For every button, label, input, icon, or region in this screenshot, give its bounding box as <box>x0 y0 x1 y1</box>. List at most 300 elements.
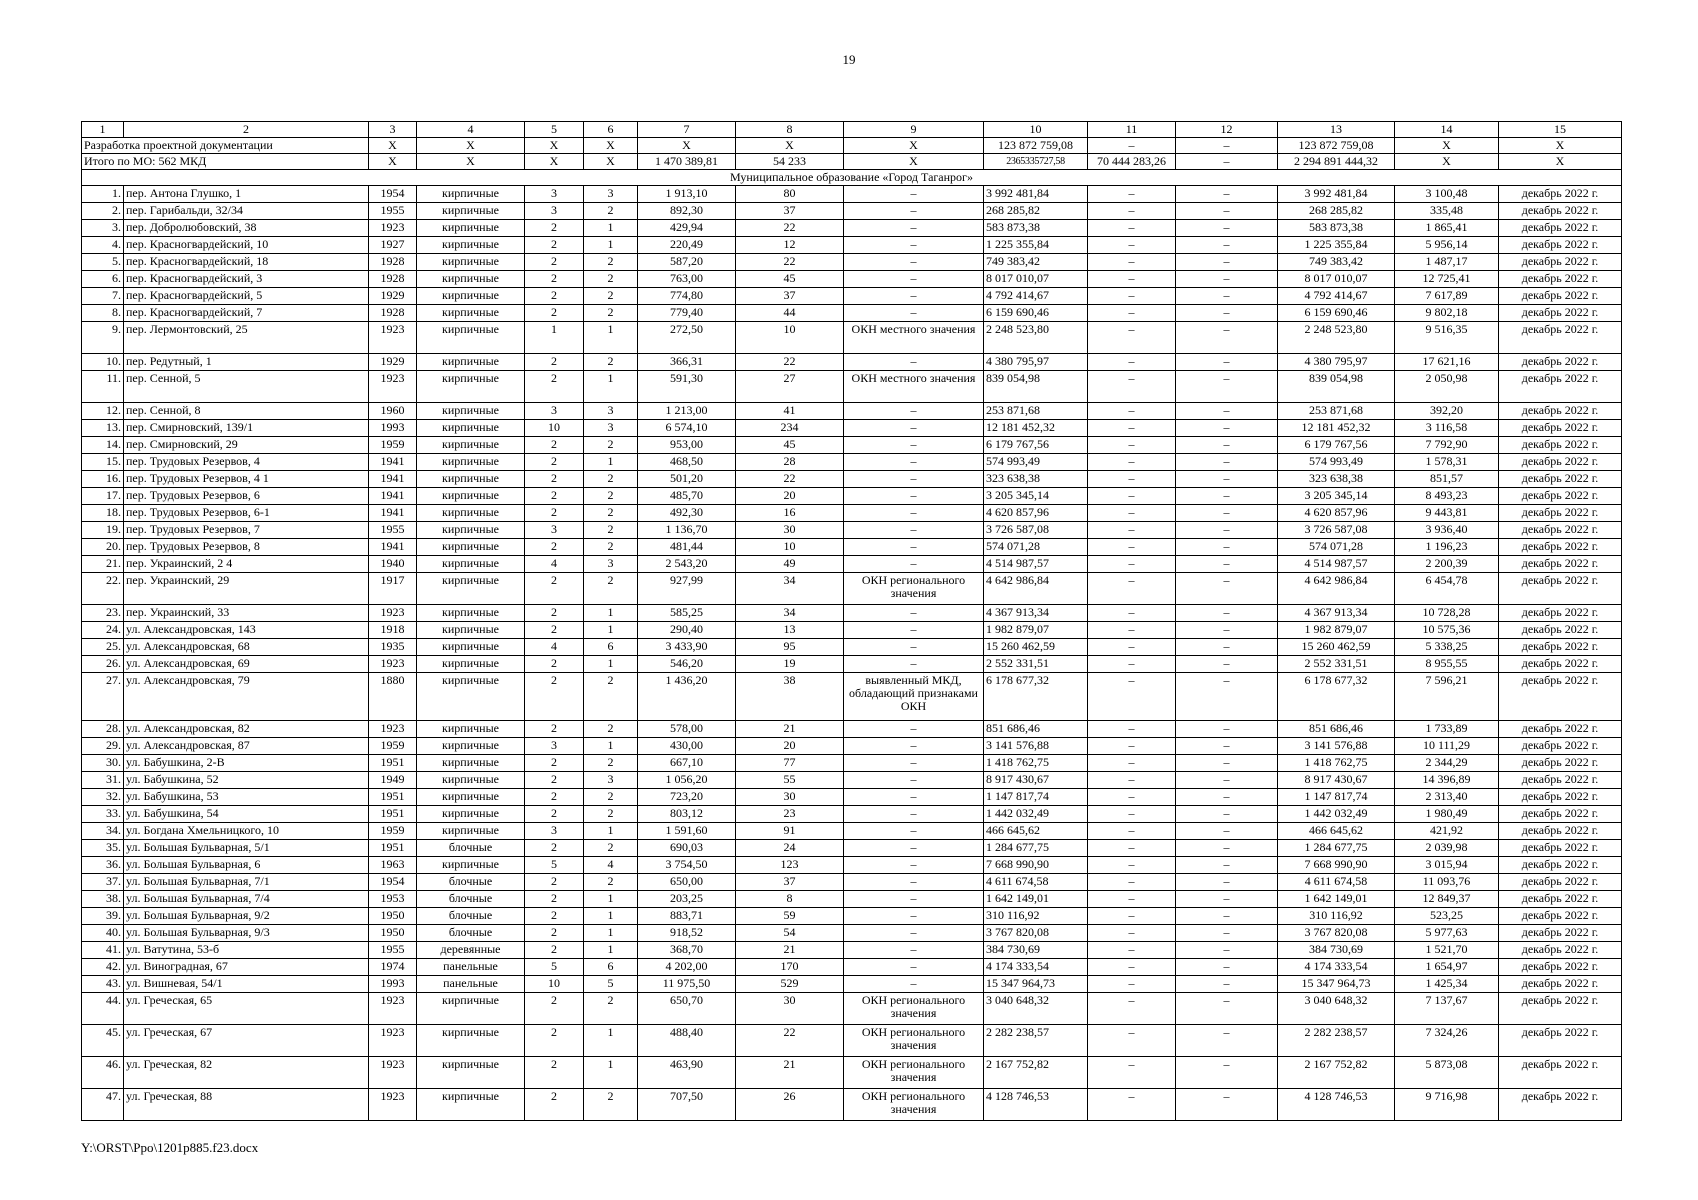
table-cell: декабрь 2022 г. <box>1499 203 1622 220</box>
table-cell: 42. <box>82 959 124 976</box>
summary-cell: – <box>1176 154 1278 170</box>
table-cell: – <box>1176 959 1278 976</box>
table-cell: 47. <box>82 1089 124 1121</box>
table-cell: 2 282 238,57 <box>1278 1025 1395 1057</box>
table-cell: 24. <box>82 622 124 639</box>
table-cell: – <box>1088 755 1176 772</box>
table-cell: 1 <box>584 1057 638 1089</box>
table-cell: 91 <box>736 823 844 840</box>
table-cell: 32. <box>82 789 124 806</box>
table-cell: декабрь 2022 г. <box>1499 522 1622 539</box>
summary-cell: X <box>417 154 525 170</box>
table-cell: кирпичные <box>417 738 525 755</box>
table-cell: декабрь 2022 г. <box>1499 721 1622 738</box>
table-cell: 30 <box>736 522 844 539</box>
table-cell: 3 992 481,84 <box>1278 186 1395 203</box>
table-cell: декабрь 2022 г. <box>1499 959 1622 976</box>
table-cell: пер. Смирновский, 139/1 <box>124 420 369 437</box>
table-cell: декабрь 2022 г. <box>1499 639 1622 656</box>
table-row <box>82 254 1622 271</box>
table-cell: 1941 <box>369 505 417 522</box>
table-row <box>82 1025 1622 1057</box>
table-cell: 323 638,38 <box>1278 471 1395 488</box>
table-cell: – <box>1088 556 1176 573</box>
table-cell: декабрь 2022 г. <box>1499 488 1622 505</box>
table-cell: 7 792,90 <box>1395 437 1499 454</box>
table-cell: 3 015,94 <box>1395 857 1499 874</box>
municipality-row <box>82 170 1622 186</box>
summary-cell: 54 233 <box>736 154 844 170</box>
table-row <box>82 840 1622 857</box>
column-number-cell: 11 <box>1088 122 1176 138</box>
table-cell: 44 <box>736 305 844 322</box>
table-cell: 3 205 345,14 <box>1278 488 1395 505</box>
table-row <box>82 874 1622 891</box>
table-row <box>82 721 1622 738</box>
summary-cell: X <box>525 138 584 154</box>
table-cell: 5 338,25 <box>1395 639 1499 656</box>
table-cell: декабрь 2022 г. <box>1499 437 1622 454</box>
table-cell: декабрь 2022 г. <box>1499 925 1622 942</box>
table-cell: 15 347 964,73 <box>984 976 1088 993</box>
table-cell: 3 <box>584 772 638 789</box>
table-row <box>82 371 1622 403</box>
table-row <box>82 322 1622 354</box>
table-cell: ул. Ватутина, 53-б <box>124 942 369 959</box>
table-cell: 2 <box>525 605 584 622</box>
table-cell: 6 574,10 <box>638 420 736 437</box>
table-cell: пер. Трудовых Резервов, 8 <box>124 539 369 556</box>
table-cell: 170 <box>736 959 844 976</box>
table-cell: 12 181 452,32 <box>984 420 1088 437</box>
column-number-cell: 6 <box>584 122 638 138</box>
table-cell: – <box>844 305 984 322</box>
summary-cell: X <box>844 154 984 170</box>
table-cell: ул. Большая Бульварная, 6 <box>124 857 369 874</box>
table-cell: 6 <box>584 959 638 976</box>
table-cell: кирпичные <box>417 673 525 721</box>
table-cell: 1 147 817,74 <box>1278 789 1395 806</box>
table-cell: 927,99 <box>638 573 736 605</box>
table-cell: ул. Большая Бульварная, 9/3 <box>124 925 369 942</box>
table-cell: ул. Виноградная, 67 <box>124 959 369 976</box>
table-cell: 3 <box>525 203 584 220</box>
table-cell: 8 955,55 <box>1395 656 1499 673</box>
table-cell: 4 367 913,34 <box>984 605 1088 622</box>
table-cell: пер. Сенной, 5 <box>124 371 369 403</box>
table-cell: 3 <box>584 420 638 437</box>
table-cell: 4 380 795,97 <box>1278 354 1395 371</box>
table-cell: – <box>844 656 984 673</box>
table-cell: – <box>1176 840 1278 857</box>
table-cell: 2 <box>525 789 584 806</box>
table-cell: 7 324,26 <box>1395 1025 1499 1057</box>
table-cell: – <box>1176 639 1278 656</box>
table-cell: – <box>1176 573 1278 605</box>
table-cell: 779,40 <box>638 305 736 322</box>
table-cell: 3 040 648,32 <box>1278 993 1395 1025</box>
table-cell: – <box>1176 420 1278 437</box>
table-cell: ул. Большая Бульварная, 7/1 <box>124 874 369 891</box>
table-cell: – <box>844 271 984 288</box>
table-cell: – <box>1176 186 1278 203</box>
table-cell: 49 <box>736 556 844 573</box>
table-cell: – <box>1088 959 1176 976</box>
table-cell: декабрь 2022 г. <box>1499 840 1622 857</box>
table-cell: 3 <box>584 556 638 573</box>
table-cell: декабрь 2022 г. <box>1499 322 1622 354</box>
table-row <box>82 772 1622 789</box>
table-row <box>82 755 1622 772</box>
table-cell: 33. <box>82 806 124 823</box>
table-cell: декабрь 2022 г. <box>1499 1025 1622 1057</box>
table-cell: декабрь 2022 г. <box>1499 220 1622 237</box>
table-cell: кирпичные <box>417 823 525 840</box>
table-cell: 2 <box>525 908 584 925</box>
table-cell: 1940 <box>369 556 417 573</box>
table-cell: 2 <box>584 673 638 721</box>
table-cell: пер. Гарибальди, 32/34 <box>124 203 369 220</box>
table-cell: 2 <box>525 354 584 371</box>
table-cell: – <box>1088 772 1176 789</box>
table-cell: 690,03 <box>638 840 736 857</box>
table-cell: 2 <box>584 288 638 305</box>
table-cell: 2 344,29 <box>1395 755 1499 772</box>
table-cell: 2 248 523,80 <box>984 322 1088 354</box>
table-cell: 3 936,40 <box>1395 522 1499 539</box>
table-cell: 6 179 767,56 <box>1278 437 1395 454</box>
table-cell: ул. Греческая, 88 <box>124 1089 369 1121</box>
table-cell: – <box>1176 203 1278 220</box>
table-row <box>82 522 1622 539</box>
table-cell: 1 442 032,49 <box>984 806 1088 823</box>
table-cell: 4 202,00 <box>638 959 736 976</box>
table-cell: кирпичные <box>417 454 525 471</box>
table-cell: 1 <box>584 605 638 622</box>
table-cell: 2 <box>584 488 638 505</box>
table-cell: 574 071,28 <box>984 539 1088 556</box>
table-cell: 2 543,20 <box>638 556 736 573</box>
table-cell: – <box>1176 305 1278 322</box>
table-cell: – <box>844 471 984 488</box>
table-cell: 8 917 430,67 <box>1278 772 1395 789</box>
table-cell: ул. Греческая, 65 <box>124 993 369 1025</box>
table-cell: 7 617,89 <box>1395 288 1499 305</box>
table-cell: – <box>1088 420 1176 437</box>
table-cell: – <box>1176 454 1278 471</box>
table-cell: 26. <box>82 656 124 673</box>
table-cell: ул. Богдана Хмельницкого, 10 <box>124 823 369 840</box>
table-cell: 2 <box>525 220 584 237</box>
column-number-cell: 2 <box>124 122 369 138</box>
table-row <box>82 488 1622 505</box>
table-cell: 10. <box>82 354 124 371</box>
table-cell: 707,50 <box>638 1089 736 1121</box>
table-cell: – <box>1088 738 1176 755</box>
table-cell: 2 <box>584 203 638 220</box>
table-cell: 13. <box>82 420 124 437</box>
table-cell: 38. <box>82 891 124 908</box>
table-cell: 1928 <box>369 305 417 322</box>
table-cell: 16 <box>736 505 844 522</box>
table-cell: блочные <box>417 891 525 908</box>
table-cell: – <box>1088 522 1176 539</box>
table-cell: – <box>1088 908 1176 925</box>
table-cell: 22 <box>736 1025 844 1057</box>
summary-cell: Итого по МО: 562 МКД <box>82 154 369 170</box>
table-cell: 7. <box>82 288 124 305</box>
summary-cell: X <box>1499 154 1622 170</box>
table-cell: 2 <box>525 1057 584 1089</box>
table-cell: 253 871,68 <box>984 403 1088 420</box>
table-cell: – <box>1176 976 1278 993</box>
table-cell: 3 767 820,08 <box>1278 925 1395 942</box>
table-cell: 220,49 <box>638 237 736 254</box>
table-cell: 22 <box>736 354 844 371</box>
table-cell: – <box>1088 976 1176 993</box>
table-cell: 9 443,81 <box>1395 505 1499 522</box>
table-row <box>82 993 1622 1025</box>
table-cell: 3 754,50 <box>638 857 736 874</box>
table-row <box>82 420 1622 437</box>
table-cell: 5 <box>525 959 584 976</box>
table-cell: 851,57 <box>1395 471 1499 488</box>
table-cell: ОКН местного значения <box>844 322 984 354</box>
table-cell: 4 611 674,58 <box>984 874 1088 891</box>
table-cell: 1 <box>584 656 638 673</box>
table-cell: 95 <box>736 639 844 656</box>
table-cell: 1950 <box>369 908 417 925</box>
column-number-cell: 12 <box>1176 122 1278 138</box>
table-cell: декабрь 2022 г. <box>1499 772 1622 789</box>
table-cell: 8 017 010,07 <box>984 271 1088 288</box>
table-cell: 1923 <box>369 1089 417 1121</box>
table-cell: 1923 <box>369 1057 417 1089</box>
table-cell: – <box>844 403 984 420</box>
table-cell: 11. <box>82 371 124 403</box>
table-cell: 1 196,23 <box>1395 539 1499 556</box>
table-cell: 2 <box>525 772 584 789</box>
table-cell: 6 178 677,32 <box>1278 673 1395 721</box>
table-cell: 851 686,46 <box>1278 721 1395 738</box>
table-cell: 1 <box>584 371 638 403</box>
table-cell: пер. Трудовых Резервов, 7 <box>124 522 369 539</box>
table-cell: – <box>1088 789 1176 806</box>
table-cell: – <box>1176 605 1278 622</box>
table-cell: 2 552 331,51 <box>1278 656 1395 673</box>
table-row <box>82 823 1622 840</box>
table-cell: ул. Александровская, 87 <box>124 738 369 755</box>
table-cell: – <box>844 354 984 371</box>
table-cell: пер. Трудовых Резервов, 6-1 <box>124 505 369 522</box>
table-cell: 268 285,82 <box>984 203 1088 220</box>
table-cell: – <box>844 738 984 755</box>
register-table <box>81 121 1622 1121</box>
table-cell: – <box>1088 1057 1176 1089</box>
table-cell: 17. <box>82 488 124 505</box>
table-cell: 2 050,98 <box>1395 371 1499 403</box>
table-cell: кирпичные <box>417 505 525 522</box>
table-cell: блочные <box>417 840 525 857</box>
table-cell: – <box>844 874 984 891</box>
table-cell: кирпичные <box>417 573 525 605</box>
table-cell: – <box>1176 942 1278 959</box>
column-number-cell: 7 <box>638 122 736 138</box>
table-cell: – <box>1176 656 1278 673</box>
table-row <box>82 1089 1622 1121</box>
table-cell: 1 136,70 <box>638 522 736 539</box>
table-cell: 2 <box>584 1089 638 1121</box>
table-cell: 12 181 452,32 <box>1278 420 1395 437</box>
table-cell: 15 347 964,73 <box>1278 976 1395 993</box>
table-cell: пер. Лермонтовский, 25 <box>124 322 369 354</box>
table-cell: 19 <box>736 656 844 673</box>
table-cell: – <box>844 789 984 806</box>
table-cell: 16. <box>82 471 124 488</box>
table-cell: 310 116,92 <box>1278 908 1395 925</box>
table-cell: ул. Греческая, 67 <box>124 1025 369 1057</box>
table-cell: 1 <box>584 237 638 254</box>
table-cell: – <box>1176 371 1278 403</box>
table-cell: 463,90 <box>638 1057 736 1089</box>
table-cell: – <box>844 857 984 874</box>
table-cell: 421,92 <box>1395 823 1499 840</box>
table-cell: – <box>1176 505 1278 522</box>
table-cell: – <box>844 806 984 823</box>
table-cell: 8. <box>82 305 124 322</box>
table-cell: 59 <box>736 908 844 925</box>
table-cell: 1 <box>584 1025 638 1057</box>
summary-cell: X <box>1395 138 1499 154</box>
table-cell: 1917 <box>369 573 417 605</box>
table-cell: 723,20 <box>638 789 736 806</box>
table-cell: 366,31 <box>638 354 736 371</box>
table-cell: декабрь 2022 г. <box>1499 354 1622 371</box>
table-cell: декабрь 2022 г. <box>1499 738 1622 755</box>
table-cell: 20 <box>736 488 844 505</box>
table-cell: 20 <box>736 738 844 755</box>
table-cell: 80 <box>736 186 844 203</box>
table-cell: 2 <box>584 271 638 288</box>
table-cell: – <box>1088 488 1176 505</box>
table-cell: кирпичные <box>417 539 525 556</box>
table-cell: 2 <box>584 522 638 539</box>
table-cell: 466 645,62 <box>984 823 1088 840</box>
table-cell: – <box>1176 823 1278 840</box>
table-cell: пер. Добролюбовский, 38 <box>124 220 369 237</box>
table-cell: – <box>1088 857 1176 874</box>
table-cell: 3 <box>525 738 584 755</box>
table-cell: 34. <box>82 823 124 840</box>
table-cell: – <box>844 772 984 789</box>
table-cell: декабрь 2022 г. <box>1499 908 1622 925</box>
table-cell: 1923 <box>369 605 417 622</box>
table-cell: 2 167 752,82 <box>984 1057 1088 1089</box>
table-cell: ул. Большая Бульварная, 9/2 <box>124 908 369 925</box>
table-cell: пер. Смирновский, 29 <box>124 437 369 454</box>
table-cell: 481,44 <box>638 539 736 556</box>
column-number-cell: 14 <box>1395 122 1499 138</box>
table-cell: ОКН местного значения <box>844 371 984 403</box>
table-cell: декабрь 2022 г. <box>1499 420 1622 437</box>
table-cell: 2 <box>525 288 584 305</box>
table-cell: – <box>844 288 984 305</box>
table-cell: – <box>1176 237 1278 254</box>
table-cell: 12 <box>736 237 844 254</box>
table-cell: кирпичные <box>417 639 525 656</box>
table-cell: – <box>1176 891 1278 908</box>
table-cell: 918,52 <box>638 925 736 942</box>
table-cell: 10 728,28 <box>1395 605 1499 622</box>
table-cell: 2 <box>525 721 584 738</box>
table-cell: кирпичные <box>417 488 525 505</box>
table-cell: – <box>1176 673 1278 721</box>
table-cell: – <box>844 505 984 522</box>
table-cell: 466 645,62 <box>1278 823 1395 840</box>
table-cell: 3 040 648,32 <box>984 993 1088 1025</box>
table-cell: 8 917 430,67 <box>984 772 1088 789</box>
table-cell: деревянные <box>417 942 525 959</box>
table-cell: – <box>844 959 984 976</box>
table-cell: 4 128 746,53 <box>984 1089 1088 1121</box>
table-row <box>82 639 1622 656</box>
table-cell: – <box>844 254 984 271</box>
table-cell: 1954 <box>369 186 417 203</box>
table-cell: 492,30 <box>638 505 736 522</box>
table-cell: 1959 <box>369 738 417 755</box>
table-cell: 39. <box>82 908 124 925</box>
table-cell: кирпичные <box>417 220 525 237</box>
table-row <box>82 891 1622 908</box>
table-cell: 45 <box>736 271 844 288</box>
table-cell: – <box>1088 673 1176 721</box>
table-cell: 384 730,69 <box>984 942 1088 959</box>
table-row <box>82 605 1622 622</box>
table-cell: кирпичные <box>417 755 525 772</box>
table-cell: 11 093,76 <box>1395 874 1499 891</box>
table-cell: 10 <box>525 420 584 437</box>
table-cell: декабрь 2022 г. <box>1499 305 1622 322</box>
table-row <box>82 806 1622 823</box>
table-cell: ул. Большая Бульварная, 7/4 <box>124 891 369 908</box>
table-cell: декабрь 2022 г. <box>1499 993 1622 1025</box>
table-cell: 2 <box>584 305 638 322</box>
table-cell: – <box>1088 925 1176 942</box>
table-cell: пер. Красногвардейский, 18 <box>124 254 369 271</box>
table-cell: выявленный МКД, обладающий признаками ОКН <box>844 673 984 721</box>
table-cell: 2 <box>525 806 584 823</box>
table-cell: 36. <box>82 857 124 874</box>
table-cell: кирпичные <box>417 203 525 220</box>
summary-cell: X <box>1499 138 1622 154</box>
table-cell: 4 642 986,84 <box>1278 573 1395 605</box>
column-number-cell: 4 <box>417 122 525 138</box>
table-cell: декабрь 2022 г. <box>1499 237 1622 254</box>
table-cell: 12 725,41 <box>1395 271 1499 288</box>
table-cell: 1 <box>584 942 638 959</box>
table-cell: 4 642 986,84 <box>984 573 1088 605</box>
table-cell: 4 620 857,96 <box>1278 505 1395 522</box>
summary-cell: Разработка проектной документации <box>82 138 369 154</box>
table-cell: 523,25 <box>1395 908 1499 925</box>
table-row <box>82 288 1622 305</box>
table-cell: 591,30 <box>638 371 736 403</box>
table-cell: пер. Красногвардейский, 10 <box>124 237 369 254</box>
summary-cell: X <box>1395 154 1499 170</box>
table-cell: 2 <box>525 539 584 556</box>
table-cell: кирпичные <box>417 1089 525 1121</box>
table-cell: – <box>1088 437 1176 454</box>
